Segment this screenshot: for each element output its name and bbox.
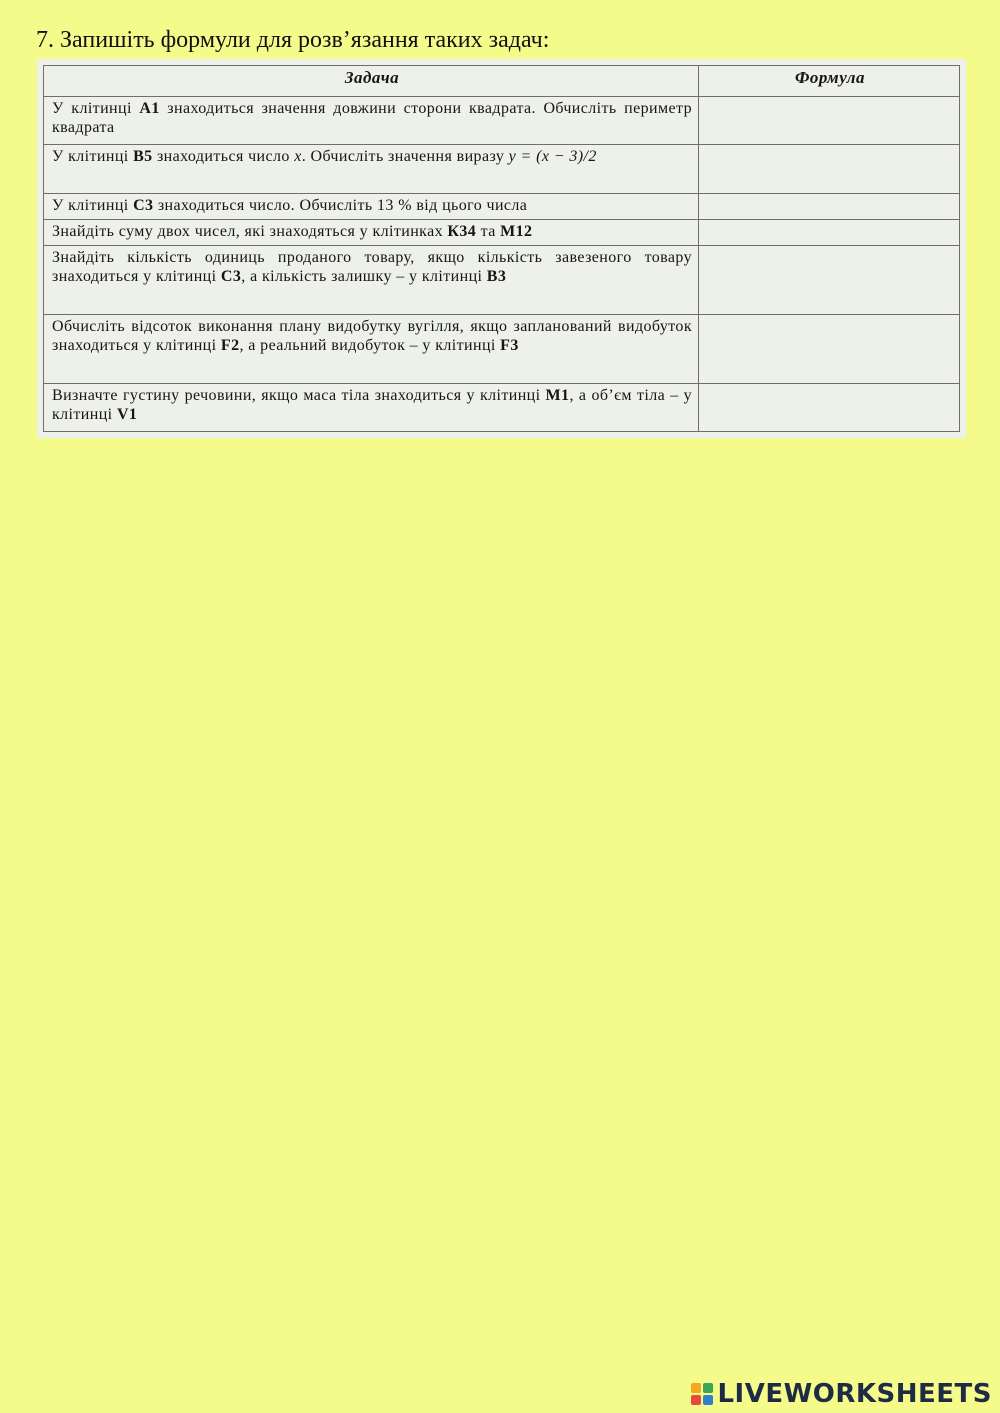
exercise-heading: 7. Запишіть формули для розв’язання таких задач: — [36, 27, 550, 53]
task-table — [43, 65, 960, 432]
table-row — [44, 314, 960, 383]
formula-cell[interactable] — [699, 246, 960, 315]
task-cell: Визначте густину речовини, якщо маса тіла знаходиться у клітинці М1, а об’єм тіла – у клітинці V1 — [44, 383, 699, 431]
table-row — [44, 97, 960, 145]
formula-cell[interactable] — [699, 383, 960, 431]
task-cell: Обчисліть відсоток виконання плану видобутку вугілля, якщо запланований видобуток знаходиться у клітинці F2, а реальний видобуток – у клітинці F3 — [44, 314, 699, 383]
task-cell: У клітинці В5 знаходиться число x. Обчисліть значення виразу y = (x − 3)/2 — [44, 145, 699, 193]
table-header-row — [44, 66, 960, 97]
liveworksheets-logo — [691, 1379, 992, 1409]
formula-cell[interactable] — [699, 97, 960, 145]
table-row — [44, 220, 960, 246]
table-row — [44, 145, 960, 193]
formula-cell[interactable] — [699, 193, 960, 219]
column-header-formula: Формула — [699, 66, 960, 97]
logo-text: LIVEWORKSHEETS — [717, 1379, 992, 1409]
formula-cell[interactable] — [699, 314, 960, 383]
task-table-image — [37, 59, 966, 438]
task-cell: У клітинці А1 знаходиться значення довжини сторони квадрата. Обчисліть периметр квадрата — [44, 97, 699, 145]
task-cell: Знайдіть кількість одиниць проданого товару, якщо кількість завезеного товару знаходиться у клітинці С3, а кількість залишку – у клітинці В3 — [44, 246, 699, 315]
table-row — [44, 193, 960, 219]
table-row — [44, 246, 960, 315]
table-row — [44, 383, 960, 431]
formula-cell[interactable] — [699, 220, 960, 246]
formula-cell[interactable] — [699, 145, 960, 193]
column-header-task: Задача — [44, 66, 699, 97]
liveworksheets-logo-icon — [691, 1383, 713, 1405]
task-cell: Знайдіть суму двох чисел, які знаходяться у клітинках К34 та М12 — [44, 220, 699, 246]
task-cell: У клітинці С3 знаходиться число. Обчисліть 13 % від цього числа — [44, 193, 699, 219]
